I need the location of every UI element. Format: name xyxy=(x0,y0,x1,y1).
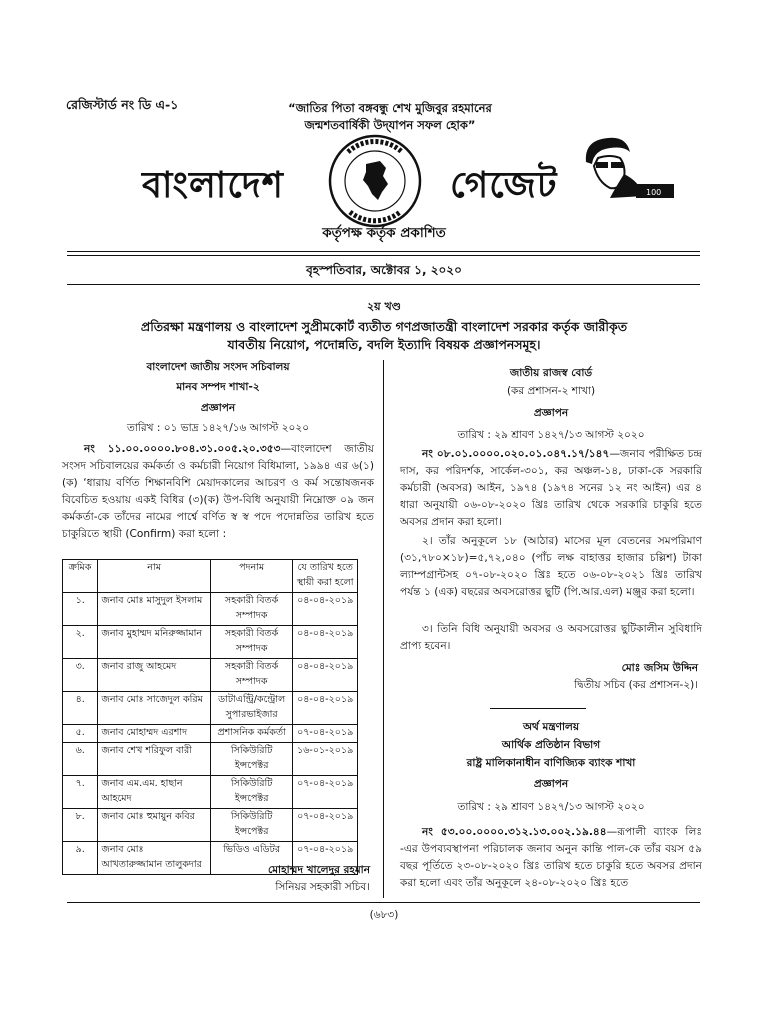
publisher-line: কর্তৃপক্ষ কর্তৃক প্রকাশিত xyxy=(322,225,446,241)
table-cell: ০৪-০৪-২০১৯ xyxy=(293,659,358,692)
table-cell: জনাব রাজু আহমেদ xyxy=(98,659,211,692)
table-cell: ০৭-০৪-২০১৯ xyxy=(293,725,358,743)
mujib-portrait-logo-icon xyxy=(580,132,688,204)
table-cell: ০৪-০৪-২০১৯ xyxy=(293,626,358,659)
table-cell: জনাব শেখ শরিফুল বারী xyxy=(98,743,211,776)
table-row xyxy=(63,776,358,809)
slogan xyxy=(240,100,540,134)
column-header-date: যে তারিখ হতে স্থায়ী করা হলো xyxy=(293,560,358,593)
table-cell: ৮. xyxy=(63,809,98,842)
table-cell: ভিডিও এডিটর xyxy=(210,842,292,875)
division-name: আর্থিক প্রতিষ্ঠান বিভাগ xyxy=(501,739,601,751)
table-row xyxy=(63,692,358,725)
table-cell: ০৭-০৪-২০১৯ xyxy=(293,776,358,809)
svg-text:100: 100 xyxy=(646,188,662,197)
finance-notice-body xyxy=(400,824,702,892)
table-cell: ৬. xyxy=(63,743,98,776)
table-cell: জনাব মুহাম্মদ মনিরুজ্জামান xyxy=(98,626,211,659)
right-signatory-title: দ্বিতীয় সচিব (কর প্রশাসন-২)। xyxy=(574,679,698,691)
table-cell: প্রশাসনিক কর্মকর্তা xyxy=(210,725,292,743)
right-org-name: জাতীয় রাজস্ব বোর্ড xyxy=(509,367,593,379)
table-cell: সহকারী বিতর্ক সম্পাদক xyxy=(210,659,292,692)
left-org-name: বাংলাদেশ জাতীয় সংসদ সচিবালয় xyxy=(146,361,290,373)
right-paragraph-3-text: ৩। তিনি বিধি অনুযায়ী অবসর ও অবসরোত্তর ছুটিকালীন সুবিধাদি প্রাপ্য হবেন। xyxy=(400,623,702,652)
right-notice-text: —জনাব পরীক্ষিত চন্দ্র দাস, কর পরিদর্শক, সার্কেল-৩০১, কর অঞ্চল-১৪, ঢাকা-কে সরকারি কর্মচারী (অবসর) আইন, ১৯৭৪ (১৯৭৪ সনের ১২ নং আইন) এর ৪ ধারা অনুযায়ী ০৬-০৮-২০২০ খ্রিঃ তারিখ থেকে সরকারি চাকুরি হতে অবসর প্রদান করা হলো। xyxy=(400,448,703,528)
right-signature-block xyxy=(480,661,698,695)
table-cell: সিকিউরিটি ইন্সপেক্টর xyxy=(210,809,292,842)
table-cell: ৫. xyxy=(63,725,98,743)
table-cell: জনাব মোঃ হুমায়ুন কবির xyxy=(98,809,211,842)
left-notice-date: তারিখ : ০১ ভাদ্র ১৪২৭/১৬ আগস্ট ২০২০ xyxy=(126,422,310,434)
right-notice-date: তারিখ : ২৯ শ্রাবণ ১৪২৭/১৩ আগস্ট ২০২০ xyxy=(457,429,645,441)
table-row xyxy=(63,743,358,776)
section-heading xyxy=(100,318,668,354)
left-notice-number: নং ১১.০০.০০০০.৮০৪.৩১.০০৫.২০.৩৫৩ xyxy=(84,443,281,455)
table-cell: সহকারী বিতর্ক সম্পাদক xyxy=(210,593,292,626)
table-header-row xyxy=(63,560,358,593)
right-notice-label: প্রজ্ঞাপন xyxy=(533,407,569,419)
table-cell: জনাব মোঃ সাজেদুল করিম xyxy=(98,692,211,725)
slogan-line-1: “জাতির পিতা বঙ্গবন্ধু শেখ মুজিবুর রহমানের xyxy=(288,101,492,115)
right-notice-number: নং ০৮.০১.০০০০.০২০.০১.০৪৭.১৭/১৪৭ xyxy=(422,448,610,460)
column-header-designation: পদনাম xyxy=(210,560,292,593)
right-paragraph-3 xyxy=(400,621,702,655)
table-cell: ৪. xyxy=(63,692,98,725)
part-label: ২য় খণ্ড xyxy=(366,300,401,313)
table-cell: সিকিউরিটি ইন্সপেক্টর xyxy=(210,743,292,776)
table-cell: সিকিউরিটি ইন্সপেক্টর xyxy=(210,776,292,809)
table-row xyxy=(63,593,358,626)
table-cell: ০৪-০৪-২০১৯ xyxy=(293,692,358,725)
table-row xyxy=(63,626,358,659)
finance-notice-label: প্রজ্ঞাপন xyxy=(533,778,569,790)
table-row xyxy=(63,725,358,743)
right-notice-body xyxy=(400,446,702,531)
slogan-line-2: জন্মশতবার্ষিকী উদ্‌যাপন সফল হোক” xyxy=(304,118,476,132)
masthead-title-right: গেজেট xyxy=(450,165,558,206)
right-paragraph-2-text: ২। তাঁর অনুকূলে ১৮ (আঠার) মাসের মূল বেতনের সমপরিমাণ (৩১,৭৮০×১৮)=৫,৭২,০৪০ (পাঁচ লক্ষ বাহাত্তর হাজার চল্লিশ) টাকা ল্যাম্পগ্রান্টসহ ০৭-০৮-২০২০ খ্রিঃ হতে ০৬-০৮-২০২১ খ্রিঃ তারিখ পর্যন্ত ১ (এক) বছরের অবসরোত্তর ছুটি (পি.আর.এল) মঞ্জুর করা হলো। xyxy=(400,535,702,598)
finance-notice-date: তারিখ : ২৯ শ্রাবণ ১৪২৭/১৩ আগস্ট ২০২০ xyxy=(457,801,645,813)
table-cell: ৩. xyxy=(63,659,98,692)
left-signatory-title: সিনিয়র সহকারী সচিব। xyxy=(275,881,370,893)
right-signatory-name: মোঃ জসিম উদ্দিন xyxy=(621,662,698,674)
table-cell: ২. xyxy=(63,626,98,659)
left-notice-text: —বাংলাদেশ জাতীয় সংসদ সচিবালয়ের কর্মকর্তা ও কর্মচারী নিয়োগ বিধিমালা, ১৯৯৪ এর ৬(১)(ক) ‘ধারায় বর্ণিত শিক্ষানবিশি মেয়াদকালের আচরণ ও কর্ম সন্তোষজনক বিবেচিত হওয়ায় একই বিধির (৩)(ক) উপ-বিধি অনুযায়ী নিম্নোক্ত ০৯ জন কর্মকর্তা-কে তাঁদের নামের পার্শ্বে বর্ণিত স্ব স্ব পদে পদোন্নতির তারিখ হতে চাকুরিতে স্থায়ী (Confirm) করা হলো : xyxy=(62,443,374,540)
finance-notice-number: নং ৫৩.০০.০০০০.৩১২.১৩.০০২.১৯.৪৪ xyxy=(422,826,607,838)
column-divider xyxy=(383,360,384,898)
table-row xyxy=(63,659,358,692)
confirmation-table xyxy=(62,559,358,875)
table-cell: জনাব মোঃ মাসুদুল ইসলাম xyxy=(98,593,211,626)
rule-top-2 xyxy=(67,255,700,256)
finance-notice-text: —রূপালী ব্যাংক লিঃ -এর উপব্যবস্থাপনা পরিচালক জনাব অনুন কান্তি পাল-কে তাঁর বয়স ৫৯ বছর পূর্তিতে ২৩-০৮-২০২০ খ্রিঃ তারিখ হতে চাকুরি হতে অবসর প্রদান করা হলো এবং তাঁর অনুকূলে ২৪-০৮-২০২০ খ্রিঃ হতে xyxy=(400,826,702,889)
table-cell: ০৪-০৪-২০১৯ xyxy=(293,593,358,626)
left-org-branch: মানব সম্পদ শাখা-২ xyxy=(176,381,260,393)
government-seal-icon xyxy=(328,134,422,228)
table-cell: ০৭-০৪-২০১৯ xyxy=(293,842,358,875)
table-cell: ০৭-০৪-২০১৯ xyxy=(293,809,358,842)
table-cell: ডাটাএন্ট্রি/কন্ট্রোল সুপারভাইজার xyxy=(210,692,292,725)
table-cell: ৭. xyxy=(63,776,98,809)
ministry-name: অর্থ মন্ত্রণালয় xyxy=(522,721,580,733)
table-cell: ১. xyxy=(63,593,98,626)
left-notice-body xyxy=(62,441,374,543)
table-cell: ১৬-০১-২০১৯ xyxy=(293,743,358,776)
section-heading-line-1: প্রতিরক্ষা মন্ত্রণালয় ও বাংলাদেশ সুপ্রীমকোর্ট ব্যতীত গণপ্রজাতন্ত্রী বাংলাদেশ সরকার কর্তৃক জারীকৃত xyxy=(140,319,628,334)
left-signatory-name: মোহাম্মদ খালেদুর রহমান xyxy=(267,864,370,876)
issue-date: বৃহস্পতিবার, অক্টোবর ১, ২০২০ xyxy=(306,263,462,277)
page-number: (৬৮৩) xyxy=(369,909,399,921)
section-heading-line-2: যাবতীয় নিয়োগ, পদোন্নতি, বদলি ইত্যাদি বিষয়ক প্রজ্ঞাপনসমূহ। xyxy=(227,337,541,352)
left-notice-label: প্রজ্ঞাপন xyxy=(200,402,236,414)
rule-footer xyxy=(67,902,700,903)
right-paragraph-2 xyxy=(400,533,702,601)
table-cell: জনাব এম.এম. হাছান আহমেদ xyxy=(98,776,211,809)
branch-name: রাষ্ট্র মালিকানাধীন বাণিজ্যিক ব্যাংক শাখা xyxy=(466,757,636,769)
table-cell: সহকারী বিতর্ক সম্পাদক xyxy=(210,626,292,659)
table-cell: ৯. xyxy=(63,842,98,875)
table-cell: জনাব মোহাম্মদ এরশাদ xyxy=(98,725,211,743)
right-org-branch: (কর প্রশাসন-২ শাখা) xyxy=(506,385,596,397)
rule-top xyxy=(67,251,700,252)
section-separator xyxy=(490,708,586,709)
column-header-serial: ক্রমিক xyxy=(63,560,98,593)
table-row xyxy=(63,809,358,842)
masthead-title-left: বাংলাদেশ xyxy=(142,165,284,206)
left-signature-block xyxy=(180,863,370,897)
column-header-name: নাম xyxy=(98,560,211,593)
table-cell: জনাব মোঃ আখতারুজ্জামান তালুকদার xyxy=(98,842,211,875)
rule-date xyxy=(67,284,700,285)
registered-number: রেজিস্টার্ড নং ডি এ-১ xyxy=(66,97,179,112)
